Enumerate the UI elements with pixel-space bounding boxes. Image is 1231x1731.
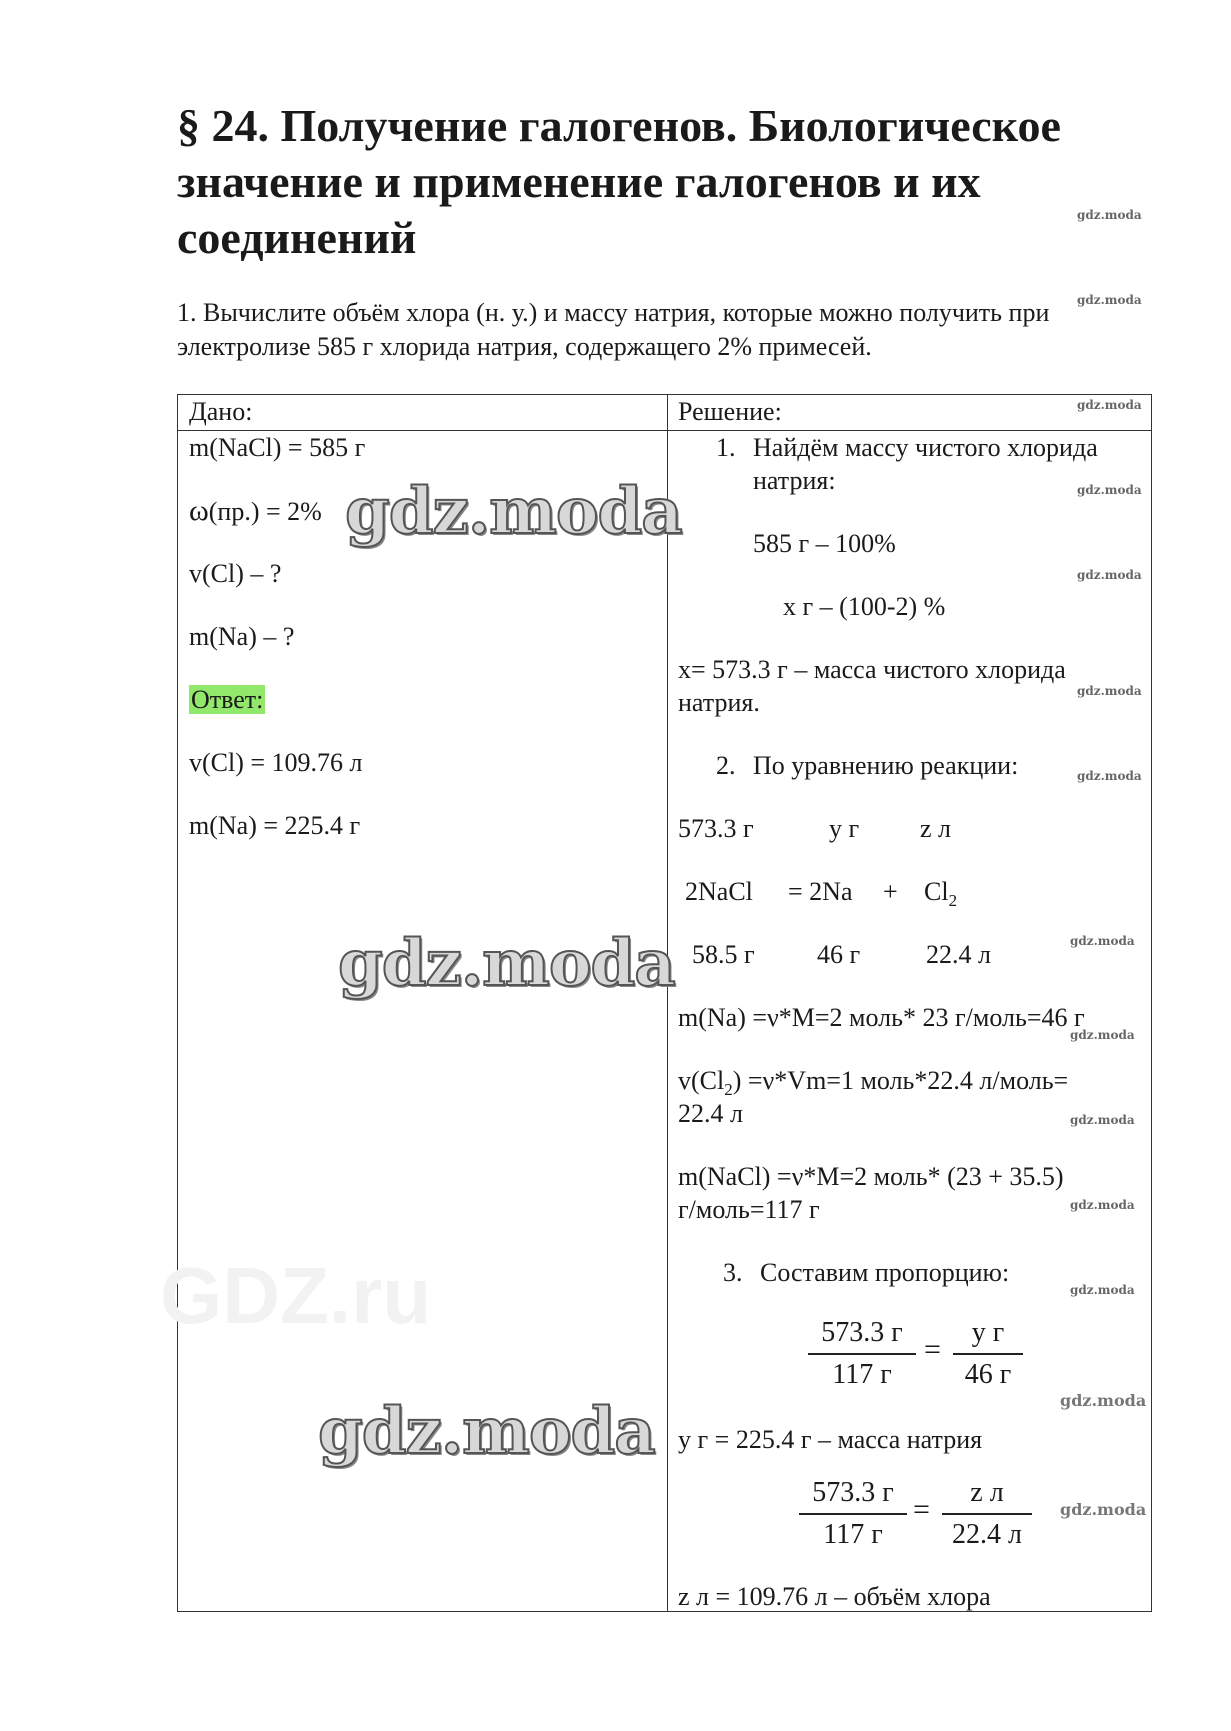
proportion-line-2: х г – (100-2) % [783,592,946,621]
above-na: у г [829,814,860,843]
watermark-small: gdz.moda [1077,769,1142,783]
vcl-pre: v(Cl [678,1066,725,1095]
equation-cl-sub: 2 [948,891,958,910]
mass-nacl-result: г/моль=117 г [678,1195,820,1224]
watermark-small: gdz.moda [1077,208,1142,222]
watermark-small: gdz.moda [1077,398,1142,412]
watermark-small: gdz.moda [1070,1113,1135,1127]
fraction-numerator: z л [942,1475,1032,1515]
z-result: z л = 109.76 л – объём хлора [678,1582,991,1611]
above-nacl: 573.3 г [678,814,754,843]
equation-cl: Cl [924,877,949,906]
step3-number: 3. [723,1258,743,1287]
equation-na: = 2Na [788,877,853,906]
equation-plus: + [883,877,898,906]
mass-nacl-calc: m(NaCl) =ν*M=2 моль* (23 + 35.5) [678,1162,1064,1191]
proportion-line-1: 585 г – 100% [753,529,896,558]
fraction-numerator: 573.3 г [799,1475,907,1515]
below-nacl: 58.5 г [692,940,755,969]
answer-chlorine: v(Cl) = 109.76 л [189,748,363,777]
fraction-right [942,1475,1032,1553]
mass-sodium-calc: m(Na) =ν*M=2 моль* 23 г/моль=46 г [678,1003,1085,1032]
watermark-medium: gdz.moda [1060,1500,1147,1519]
watermark-medium: gdz.moda [1060,1391,1147,1410]
fraction-denominator: 22.4 л [952,1519,1022,1550]
answer-highlight: Ответ: [191,685,264,714]
fraction-denominator: 117 г [832,1359,892,1390]
fraction-denominator: 117 г [823,1519,883,1550]
fraction-numerator: у г [953,1315,1023,1355]
watermark-small: gdz.moda [1077,684,1142,698]
given-impurity-value: (пр.) = 2% [208,497,322,526]
task-text: 1. Вычислите объём хлора (н. у.) и массу натрия, которые можно получить при электролизе 585 г хлорида натрия, содержащего 2% примесей. [177,298,1050,361]
header-divider [178,430,1151,431]
faint-watermark: GDZ.ru [160,1251,432,1340]
volume-chlorine-calc [678,1065,1068,1097]
step2-text: По уравнению реакции: [753,751,1019,780]
watermark-small: gdz.moda [1077,483,1142,497]
watermark-small: gdz.moda [1070,1198,1135,1212]
below-na: 46 г [817,940,861,969]
step1-number: 1. [716,433,736,462]
equation-nacl: 2NaCl [685,877,753,906]
watermark-logo: gdz.moda [345,474,682,549]
page-title: § 24. Получение галогенов. Биологическое значение и применение галогенов и их соединений [177,100,1061,263]
given-header: Дано: [189,397,253,426]
step2-number: 2. [716,751,736,780]
x-result-cont: натрия. [678,688,760,717]
x-result: х= 573.3 г – масса чистого хлорида [678,655,1066,684]
equals-sign: = [924,1333,941,1366]
step3-text: Составим пропорцию: [760,1258,1010,1287]
solution-header: Решение: [678,397,782,426]
watermark-small: gdz.moda [1070,934,1135,948]
equation-cl2 [924,876,957,908]
watermark-small: gdz.moda [1077,293,1142,307]
above-cl: z л [920,814,952,843]
vcl-sub: 2 [724,1080,733,1099]
step1-text-cont: натрия: [753,466,836,495]
fraction-numerator: 573.3 г [808,1315,916,1355]
equals-sign: = [913,1493,930,1526]
vcl-post: ) =ν*Vm=1 моль*22.4 л/моль= [732,1066,1069,1095]
below-cl: 22.4 л [926,940,991,969]
watermark-logo: gdz.moda [338,926,675,1001]
volume-chlorine-result: 22.4 л [678,1099,743,1128]
watermark-logo: gdz.moda [318,1394,655,1469]
fraction-left [799,1475,907,1553]
answer-sodium: m(Na) = 225.4 г [189,811,361,840]
fraction-left [808,1315,916,1393]
watermark-small: gdz.moda [1070,1283,1135,1297]
given-impurity [189,495,322,528]
y-result: у г = 225.4 г – масса натрия [678,1425,983,1454]
given-find-chlorine: v(Cl) – ? [189,559,282,588]
given-mass-nacl: m(NaCl) = 585 г [189,433,366,462]
column-divider [667,395,668,1611]
fraction-right [953,1315,1023,1393]
answer-label [189,684,265,716]
watermark-small: gdz.moda [1077,568,1142,582]
omega-symbol: ω [189,494,209,527]
watermark-small: gdz.moda [1070,1028,1135,1042]
step1-text: Найдём массу чистого хлорида [753,433,1098,462]
given-find-sodium: m(Na) – ? [189,622,295,651]
fraction-denominator: 46 г [964,1359,1012,1390]
